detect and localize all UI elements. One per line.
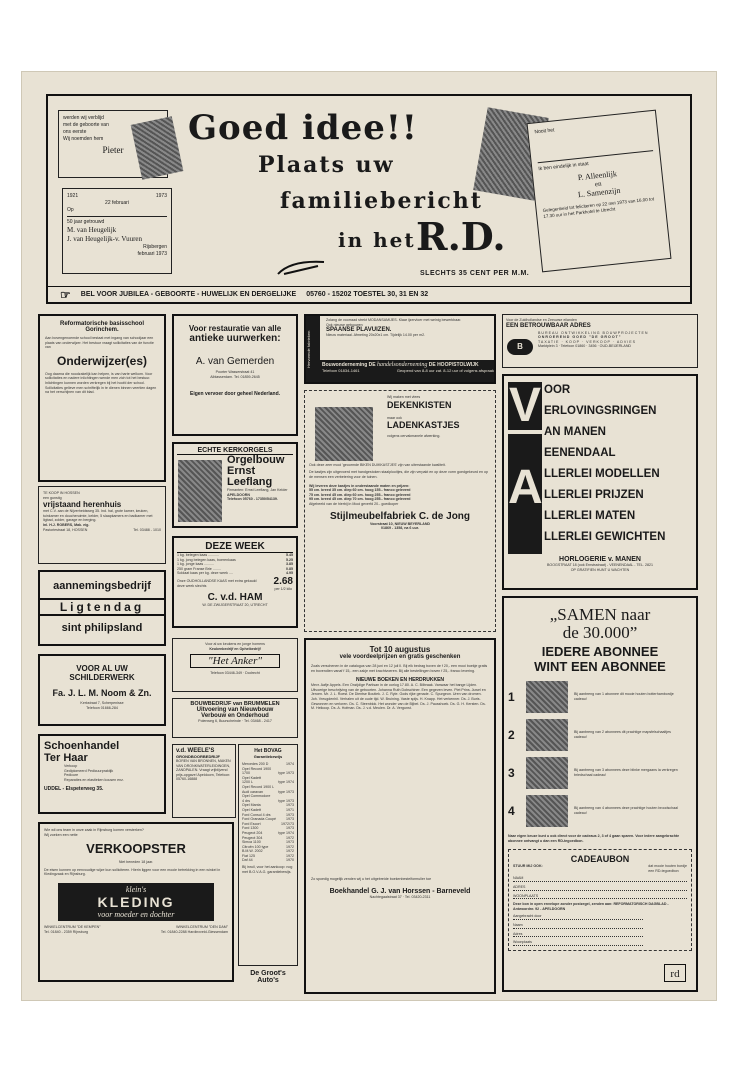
week-item: 1 kg. jong belegen kaas, boerenkaas: [177, 557, 236, 562]
groot-l1: De Groot's: [250, 970, 286, 977]
garage-car: Opel Commodore: [242, 794, 271, 799]
horl-sig: HORLOGERIE v. MANEN: [559, 556, 641, 563]
big-A-letter: A: [508, 434, 542, 554]
verk-l2: Wij zoeken een nette: [44, 832, 78, 837]
gift-number: 3: [508, 766, 515, 780]
betrouwbaar-adres-ad: [502, 314, 698, 368]
schoen-item: Reparaties en elastieken kousen enz.: [64, 777, 124, 782]
garage-year: 1970: [286, 858, 294, 863]
deken-top: Wij maken met vlees: [387, 395, 421, 399]
coupon-field2[interactable]: Aangebracht door: [513, 914, 643, 920]
school-ad: [38, 314, 166, 482]
week-price: 5.45: [286, 553, 293, 557]
coupon-field-woonplaats[interactable]: WOONPLAATS: [513, 894, 687, 900]
gift-text: Bij aanbreng van 2 abonnees dit prachtige mapsfelschaaltjes cadeau!: [574, 730, 671, 739]
samen-naar-30000-ad: [502, 596, 698, 992]
familiebericht-banner: [46, 94, 692, 304]
week-name: C. v.d. HAM: [207, 591, 263, 603]
samen-big1: IEDERE ABONNEE: [541, 644, 659, 659]
anniv-op: Op: [67, 207, 74, 213]
garage-year: 1972: [286, 849, 294, 854]
herenhuis-agent: Inl. H.J. ROBERS, Mak. eig.: [43, 522, 90, 527]
garage-title: Het BOVAG: [254, 748, 282, 754]
price-line: SLECHTS 35 CENT PER M.M.: [420, 270, 530, 277]
garage-sub: Garantiebewijs: [253, 754, 283, 759]
garage-car: Peugeot 304: [242, 835, 263, 840]
schoen-item: Gediplomeerd Pedicuurpraktijk: [64, 768, 114, 773]
deken-mid: maar ook: [387, 415, 402, 420]
big-V-letter: V: [508, 379, 541, 432]
herenhuis-tel: Tel. 03488 - 1010: [133, 527, 161, 532]
rd-logo: rd: [664, 964, 686, 982]
rel-l5: TAXATIE · KOOP · VERKOOP · ADVIES: [538, 339, 637, 344]
horl-line: LLERLEI PRIJZEN: [544, 489, 644, 501]
anniv-sub: 50 jaar getrouwd: [67, 219, 105, 225]
garage-car: Citroën 100 type: [242, 844, 269, 849]
garage-car: Peugeot 204: [242, 830, 263, 835]
schilder-addr: Kerkstraat 7, Scherpenisse: [80, 701, 124, 705]
schilder-name: Fa. J. L. M. Noom & Zn.: [52, 688, 152, 698]
garage-foot: Bij inruil, voor het aankoop: nog met B.O.V.A.G. garantiebewijs.: [242, 865, 293, 874]
herenhuis-l1: TE KOOP IN HOSSEN: [43, 491, 80, 495]
schilderwerk-ad: [38, 654, 166, 726]
wedding-text: Gelegenheid tot feliciteren op 22 mei 1973 van 16.00 tot 17.30 uur in het Parkhotel te Utrecht: [542, 196, 655, 219]
school-title2: Gorinchem.: [85, 327, 119, 333]
spaanse-big: SPAANSE PLAVUIZEN.: [326, 327, 392, 334]
rel-l6: Marktplein 3 · Telefoon 01860 · 3456 · OUD-BEIJERLAND: [538, 344, 632, 349]
horl-line: AN MANEN: [544, 426, 606, 438]
spaanse-tel: Telefoon 01834-1461: [322, 368, 360, 373]
kerkorgels-ad: [172, 442, 298, 528]
garage-car: Ford Consul 4 drs: [242, 812, 271, 817]
anker-l1: Voor al uw keukens en jonge homens: [205, 642, 265, 646]
newspaper-page: [22, 72, 716, 1000]
boek-shop: Boekhandel G. J. van Horssen - Barneveld: [329, 887, 471, 895]
coupon-field2[interactable]: Adres: [513, 932, 643, 938]
gift-text: Bij aanbreng van 1 abonnee dit mooie houten botterhambordje cadeau!: [574, 692, 674, 701]
orgel-title: ECHTE KERKORGELS: [177, 447, 293, 455]
weele-text: BOREN VAN BRONNEN, MAKEN VAN DRONKWATERLEIDINGEN, ZANDPALEN. Vraagt vrijblijvend prijs-opgave! Apeldoorn, Telefoon: 05760-16888: [176, 759, 231, 782]
birth-line3: ons eerste: [63, 129, 87, 135]
banner-call: BEL VOOR JUBILEA - GEBOORTE - HUWELIJK EN DERGELIJKE: [80, 291, 297, 298]
garage-year: 1974: [286, 762, 294, 766]
brum-tel: Polenweg 6, Buurscheinde · Tel. 03468 - 2417: [198, 719, 272, 723]
boek-addr: Nachtegaalstraat 37 · Tel. 03420-2311: [369, 894, 431, 899]
gift-number: 4: [508, 804, 515, 818]
rest-address: Poorter Wasserstraat 41: [215, 370, 255, 374]
cadeaubon-coupon[interactable]: [508, 849, 692, 980]
birth-name: Pieter: [102, 145, 124, 155]
brummelen-ad: [172, 698, 298, 738]
rel-l2: EEN BETROUWBAAR ADRES: [506, 322, 591, 329]
garage-year: 1973: [286, 803, 294, 808]
deken-addr: Voorstraat 10, NIEUW BEYERLAND: [369, 521, 431, 526]
garage-row: [242, 858, 294, 863]
samen-big2: WINT EEN ABONNEE: [534, 659, 666, 674]
verk-shop2b: Tel. 01840-2288 Hardinxveld-Giessendam: [160, 929, 228, 934]
gift-photo: [526, 795, 568, 827]
verk-shop1b: Tel. 01840 - 2359 Rijnsburg: [44, 929, 88, 934]
restauratie-ad: [172, 314, 298, 436]
herenhuis-body: met C.V. aan de Nijverheidsweg 35. Ind. hal, grote kamer, keuken, tuinkamer en doucheruimte, kelder, 5 slaapkamers en badkamer met ligbad, zolder, garage en berging.: [43, 509, 153, 523]
boek-title: Tot 10 augustus: [369, 645, 431, 654]
gift-photo: [526, 719, 568, 751]
week-item: 1 kg. jonge kaas ..........: [177, 562, 215, 567]
deken-tel: 01869 - 1358, na 6 uur.: [381, 526, 419, 531]
samen-num: de 30.000”: [562, 623, 638, 642]
anniv-name1: M. van Heugelijk: [67, 226, 117, 234]
week-promo-price: 2.68: [273, 575, 293, 587]
verk-shop2: WINKELCENTRUM "DEN DAM": [176, 924, 228, 929]
orgel-tel: Telefoon 05760 - 17350/54139.: [227, 497, 278, 502]
garage-car: Fiat 125: [242, 853, 255, 858]
gift-row: [508, 678, 692, 716]
garage-year: 1973: [286, 840, 294, 845]
wedding-mid: Ik ben eindelijk in staat: [538, 160, 590, 173]
coupon-opt2: een RD-tegoedbon: [648, 868, 679, 873]
spaanse-band1: Bouwonderneming DE: [322, 362, 376, 368]
garage-ad: [238, 744, 298, 966]
horl-line: LLERLEI MATEN: [544, 510, 636, 522]
headline-plaats-uw: Plaats uw: [258, 152, 395, 178]
garage-year: type 1974: [278, 830, 294, 835]
verk-shop1: WINKELCENTRUM "DE KEMPEN": [44, 924, 101, 929]
horl-line: OOR: [544, 384, 571, 396]
gift-photo: [526, 757, 568, 789]
week-item: Soldaat kaas per kg. deze week ....: [177, 571, 233, 576]
herenhuis-big: vrijstaand herenhuis: [43, 500, 122, 510]
school-body: Oog daarna die noodzakelijk kan helpen, is van harte welkom. Voor sollicitaties en nadere inlichtingen wende men zich tot het bestuur. Inlichtingen kunnen worden verkregen bij het hoofd der school. Sollicitaties gelieve men schriftelijk in te dienen binnen veertien dagen na het verschijnen van dit blad.: [45, 371, 157, 395]
anniv-date: 22 februari: [105, 200, 129, 206]
herenhuis-l2: een gunstig: [43, 495, 62, 500]
horl-foot: OP GRATIFIEN HUNT U WACHTEN: [570, 567, 630, 572]
orgel-big2: Ernst: [227, 465, 256, 477]
boek-sub: vele voordeelprijzen en gratis geschenken: [339, 654, 461, 660]
garage-car: 4 drs: [242, 798, 250, 803]
deken-foot: Afgebeeld van de hierbij in Mooi geverfd 20.- goedkoper: [309, 501, 399, 506]
schoen-l1: Schoenhandel: [44, 740, 120, 752]
coupon-send: Deze bon in open envelope zonder postzegel, zenden aan: REFORMATORISCH DAGBLAD - Antwoordnr. 92 - APELDOORN: [513, 902, 669, 911]
anniv-year1: 1921: [67, 193, 79, 199]
boekhandel-ad: [304, 638, 496, 994]
weele-sub: GRONDBOORBEDRIJF: [176, 754, 221, 759]
chest-photo: [315, 407, 373, 461]
garage-car: Daf 44: [242, 858, 253, 863]
bob-logo: B: [507, 339, 533, 355]
garage-car: Opel Record 1900 L: [242, 784, 275, 789]
horl-addr: BOOGSTRAAT 18 (ook Ernstsstraat) - VEENENDAAL - TEL. 2821: [547, 563, 653, 567]
horl-line: LLERLEI GEWICHTEN: [544, 531, 666, 543]
verkoopster-ad: [38, 822, 234, 982]
deken-row: 55 cm. breed 35 cm. diep 60 cm. hoog 155.- franco geleverd: [309, 488, 411, 493]
spaanse-plavuizen-ad: [304, 314, 496, 384]
schoenhandel-ad: [38, 734, 166, 814]
gift-number: 2: [508, 728, 515, 742]
verk-text: De eisen kunnen op eenvoudige wijze kun solliciteren. Hierin liggen voor een mooie betrekking in een winkel in Kledingzaak en Rijnsburg.: [44, 867, 221, 877]
week-price: 5.25: [286, 557, 293, 562]
gift-text: Bij aanbreng van 4 abonnees deze prachtige houten broodschaal cadeau!: [574, 806, 678, 815]
spaanse-l2: Ook nieuwe gebouwen: [326, 322, 363, 327]
anniversary-card: [62, 188, 172, 274]
pointing-hand-icon: ☞: [60, 287, 71, 302]
deze-week-ad: [172, 536, 298, 628]
orgel-big1: Orgelbouw: [227, 454, 285, 466]
garage-car: Opel Kadett: [242, 807, 261, 812]
garage-car: Ford Granada Coupé: [242, 817, 276, 822]
anniv-dateline: februari 1973: [137, 251, 167, 257]
kleins-logo: [58, 883, 214, 921]
rest-foot: Eigen vervoer door geheel Nederland.: [189, 391, 281, 398]
boek-foot: Zo spoedig mogelijk zenden wij u het uitgebreide boekenbestelformulier toe: [311, 877, 432, 882]
coupon-field-adres[interactable]: ADRES: [513, 885, 687, 891]
gift-row: [508, 754, 692, 792]
schoen-item: Pedicure: [64, 773, 79, 778]
brum-l1: BOUWBEDRIJF van BRUMMELEN: [190, 701, 280, 707]
kleins-logo3: voor moeder en dochter: [97, 909, 175, 919]
garage-car: Ford Escort: [242, 821, 261, 826]
spaanse-band: [320, 360, 496, 382]
weele-title: v.d. WEELE'S: [176, 748, 215, 754]
week-price: 4.95: [286, 571, 293, 576]
gift-text: Bij aanbreng van 3 abonnees deze blinke mergaans la verkregen briedschaal cadeau!: [574, 768, 678, 777]
rest-name: A. van Gemerden: [195, 356, 275, 367]
anker-ad: [172, 638, 298, 692]
week-addr: W. DE ZWIJGERSTRAAT 20, UTRECHT: [202, 602, 268, 607]
headline-goed-idee: Goed idee!!: [188, 108, 418, 148]
garage-year: type 1973: [278, 789, 294, 794]
aanneming-city: sint philipsland: [61, 622, 143, 634]
birth-line2: met de geboorte van: [63, 122, 109, 128]
school-title1: Reformatorische basisschool: [59, 321, 145, 327]
wedding-name1: P. Alleenlijk: [577, 169, 618, 183]
week-price: 0.85: [286, 566, 293, 571]
kleins-logo1: klein's: [125, 884, 147, 894]
week-item: 250 gram Franse Brie ........: [177, 566, 221, 571]
verk-big: VERKOOPSTER: [86, 841, 186, 857]
deken-list-head: Wij leveren deze kastjes in onderstaande maten en prijzen:: [309, 483, 410, 488]
herenhuis-addr: Pastoriestraat 18, HOSSEN: [43, 527, 88, 532]
spaanse-band2: handelsonderneming: [377, 362, 428, 368]
deken-sub: volgens oervakmanele afwerking.: [387, 434, 441, 439]
garage-car: Opel Record 1900: [242, 766, 272, 771]
orgel-names: Firmanten: Ernst Leeflang, Jan Kelder: [227, 488, 288, 492]
schoen-addr: UDDEL - Elspeterweg 35.: [44, 786, 104, 793]
deken-big1: DEKENKISTEN: [387, 399, 452, 410]
coupon-opt1: dat mooie houten bordje: [648, 864, 687, 869]
deken-big2: LADENKASTJES: [387, 420, 460, 431]
week-price: 3.85: [286, 562, 293, 567]
coupon-field2[interactable]: Woonplaats: [513, 940, 643, 946]
wedding-name2: L. Samenzijn: [577, 185, 621, 200]
rel-l4: ONROEREND GOED "DE GROOT": [538, 335, 622, 340]
aanneming-ad: [38, 570, 166, 646]
boek-intro: Zoals verschenen in de catalogus van 28 juni en 12 juli II. Bij elk bedrag boven de f 20,- een mooi boekje gratis en bovendien vanaf f 15,- een zakje met krachtvoeren. Bij alle bestellingen boven f 25,- franco levering.: [311, 664, 488, 673]
aanneming-title: aannemingsbedrijf: [53, 580, 151, 592]
dekenkisten-ad: [304, 390, 496, 632]
garage-year: 1972: [286, 835, 294, 840]
headline-familiebericht: familiebericht: [280, 188, 483, 214]
school-intro: Aan bovengenoemde school bestaat met ingang van schooljaar een plaats van onderwijzer. Het bestuur vraagt sollicitaties van de functie van: [45, 336, 154, 350]
weele-ad: [172, 744, 236, 818]
wedding-en: en: [594, 179, 602, 189]
deken-row: 95 cm. breed 45 cm. diep 70 cm. hoog 255.- franco geleverd: [309, 497, 411, 502]
schoen-l2: Ter Haar: [44, 752, 88, 764]
garage-car: 1700: [242, 771, 250, 776]
groot-l2: Auto's: [257, 977, 279, 984]
rest-title2: antieke uurwerken:: [189, 333, 281, 344]
garage-year: 1972/73: [281, 821, 294, 826]
initial-letters: [508, 380, 542, 554]
banner-phone: 05760 - 15202 TOESTEL 30, 31 EN 32: [306, 291, 429, 298]
rel-l3: BUREAU ONTWIKKELING BOUWPROJECTEN: [538, 330, 649, 335]
schoen-item: Verkoop: [64, 764, 78, 768]
samen-q: „SAMEN naar: [549, 605, 651, 624]
anker-l2: Keukenbedrijf en Opheibedrijf: [209, 646, 261, 651]
orgel-big3: Leeflang: [227, 476, 273, 488]
horlogerie-ad: [502, 374, 698, 590]
week-item: 1 kg. belegen kaas ...........: [177, 553, 220, 557]
garage-car: Audi caravan: [242, 789, 263, 794]
spaanse-side: Hervormde fabrieken: [306, 316, 320, 382]
garage-year: 1972: [286, 853, 294, 858]
headline-rd: R.D.: [416, 214, 506, 259]
horl-line: ERLOVINGSRINGEN: [544, 405, 657, 417]
aanneming-logo: Ligtendag: [40, 598, 164, 616]
garage-car: Mercedes 200 D: [242, 762, 269, 766]
birth-line4: Wij noemden hem: [63, 136, 104, 142]
groot-ad: [238, 970, 298, 998]
spaanse-l3: Nieuw materiaal. Afmeting 20x20x1 cm. Tijdelijk 14.00 per m2.: [326, 333, 426, 338]
horl-line: EENENDAAL: [544, 447, 616, 459]
gift-row: [508, 792, 692, 830]
boek-head: NIEUWE BOEKEN EN HERDRUKKEN: [355, 677, 445, 684]
gift-photo: [526, 681, 568, 713]
wedding-card: [527, 110, 672, 273]
garage-year: 1973: [286, 817, 294, 822]
orgel-city: APELDOORN: [227, 492, 250, 497]
spaanse-band3: DE HOOP/STOLWIJK: [428, 362, 479, 368]
garage-year: type 1974: [278, 780, 294, 785]
week-unit: per 1/2 kilo: [274, 586, 293, 591]
schilder-l2: SCHILDERWERK: [69, 673, 135, 682]
deken-text1: Ook deze zeer mooi 'geoormde BIKEN DUIKKASTJES' zijn van uiterstaande kwaliteit.: [309, 462, 446, 467]
organ-photo: [178, 460, 222, 522]
samen-note: Naar eigen keuze kunt u ook direct voor de cadeaus 2, 3 of 4 gaan sparen. Voor iedere aangebrachte abonnee ontvangt u dan een RD-tegoedbon.: [508, 834, 680, 843]
coupon-title: CADEAUBON: [570, 854, 630, 865]
brum-l3: Verbouw en Onderhoud: [201, 713, 269, 719]
garage-year: 1972: [286, 844, 294, 849]
coupon-field-naam[interactable]: NAAM: [513, 876, 687, 882]
anniv-place: Rijsbergen: [143, 244, 167, 250]
garage-car: Simca 1100: [242, 840, 261, 845]
banner-call-strip: [48, 286, 690, 302]
week-promo: Onze OUDHOLLANDSE KAAS met extra gekauld deze week slechts: [177, 579, 257, 588]
herenhuis-ad: [38, 486, 166, 564]
rest-city: Alblasserdam. Tel. 01859-2645: [210, 374, 260, 379]
schilder-tel: Telefoon 01666-284: [86, 705, 118, 710]
verk-l1: Wie wil ons team in onze zaak in Rijnsburg komen versterken?: [44, 828, 144, 832]
garage-year: 1973: [286, 812, 294, 817]
week-title: DEZE WEEK: [177, 541, 293, 553]
boek-text: Mevr. Aafje Appels. Een Onzijdige Partisan in de oorlog 17.80. A. C. Bilbraak. Vanwaar het bange Lijden. Uitvoerige beschrijving van de geboorten. Johanna Ruth Dobschiner. Een gegeven leven. Piet Prins. Juwel en Jeroen. Mr. J. L. Roest. De Dientse Boutiek. J. C. Ryle. Gods rijke genade. C. Spurgeon. Uren van dromen. Joh. Vreugdenhil. Verhalen uit de oude tijd. W. Bruining. Vaste spijs. H. Knapp. Het verkenner. Ds. J. Buris. Gewonnen en verloren. Ds. C. Steenblok. Het wonder van de Bijbel. Ds. J. Pausshoek. Ds. G. H. Kersten. Ds. M. Heikoop. Ds. A. Hofman. Ds. J. v.d. Meulen. Dr. A. Vergunst.: [311, 683, 486, 711]
wedding-top: Nooit het: [534, 127, 555, 136]
gift-number: 1: [508, 690, 515, 704]
headline-in-het: in het: [338, 228, 416, 252]
anniv-year2: 1973: [155, 193, 167, 199]
garage-car: Ford 1300: [242, 826, 259, 831]
brum-l2: Uitvoering van Nieuwbouw: [196, 707, 274, 713]
anker-tel: Telefoon 03446-349 · Dodrecht: [210, 671, 260, 676]
garage-car: Opel Manta: [242, 803, 261, 808]
coupon-sub: STUUR MIJ OOK:: [513, 864, 543, 869]
schilder-l1: VOOR AL UW: [76, 664, 128, 673]
garage-car: 1200 L: [242, 780, 253, 785]
rest-title1: Voor restauratie van alle: [188, 324, 282, 333]
anniv-name2: J. van Heugelijk-v. Vuuren: [67, 235, 143, 243]
horl-line: LLERLEI MODELLEN: [544, 468, 660, 480]
anker-name: "Het Anker": [190, 654, 280, 668]
rel-l1: Voor de Zuidhollandse en Zeeuwse eilanden: [506, 318, 577, 322]
verk-sub: Niet beneden 18 jaar.: [118, 860, 154, 865]
garage-year: 1973: [286, 826, 294, 831]
gift-row: [508, 716, 692, 754]
deken-text2: De kastjes zijn uitgevoerd met handgestoken staalplooitjes, die zijn verpakt en op deze vorm goedgekeurd en op de mensen een verbetering voor de tuinen.: [309, 470, 488, 479]
deken-big3: Stijlmeubelfabriek C. de Jong: [329, 510, 471, 522]
garage-year: type 1973: [278, 798, 294, 803]
coupon-field2[interactable]: Naam: [513, 923, 643, 929]
deken-row: 75 cm. breed 45 cm. diep 60 cm. hoog 255.- franco geleverd: [309, 492, 411, 497]
garage-car: B.M.W. 2002: [242, 849, 263, 854]
kleins-logo2: KLEDING: [97, 893, 175, 910]
garage-year: type 1973: [278, 771, 294, 776]
birth-line1: werden wij verblijd: [63, 115, 104, 121]
pen-icon: [276, 256, 326, 278]
spaanse-l1: Zolang de voorraad strekt MODANSAMIJES. Klaar ijzervloer met weinig bewerkbaar.: [326, 318, 462, 322]
spaanse-open: Geopend van 8-8 uur zat. 8-12 uur of volgens afspraak: [396, 368, 494, 373]
school-big: Onderwijzer(es): [56, 353, 148, 368]
garage-year: 1971: [286, 807, 294, 812]
garage-car: Opel Kadett: [242, 775, 261, 780]
